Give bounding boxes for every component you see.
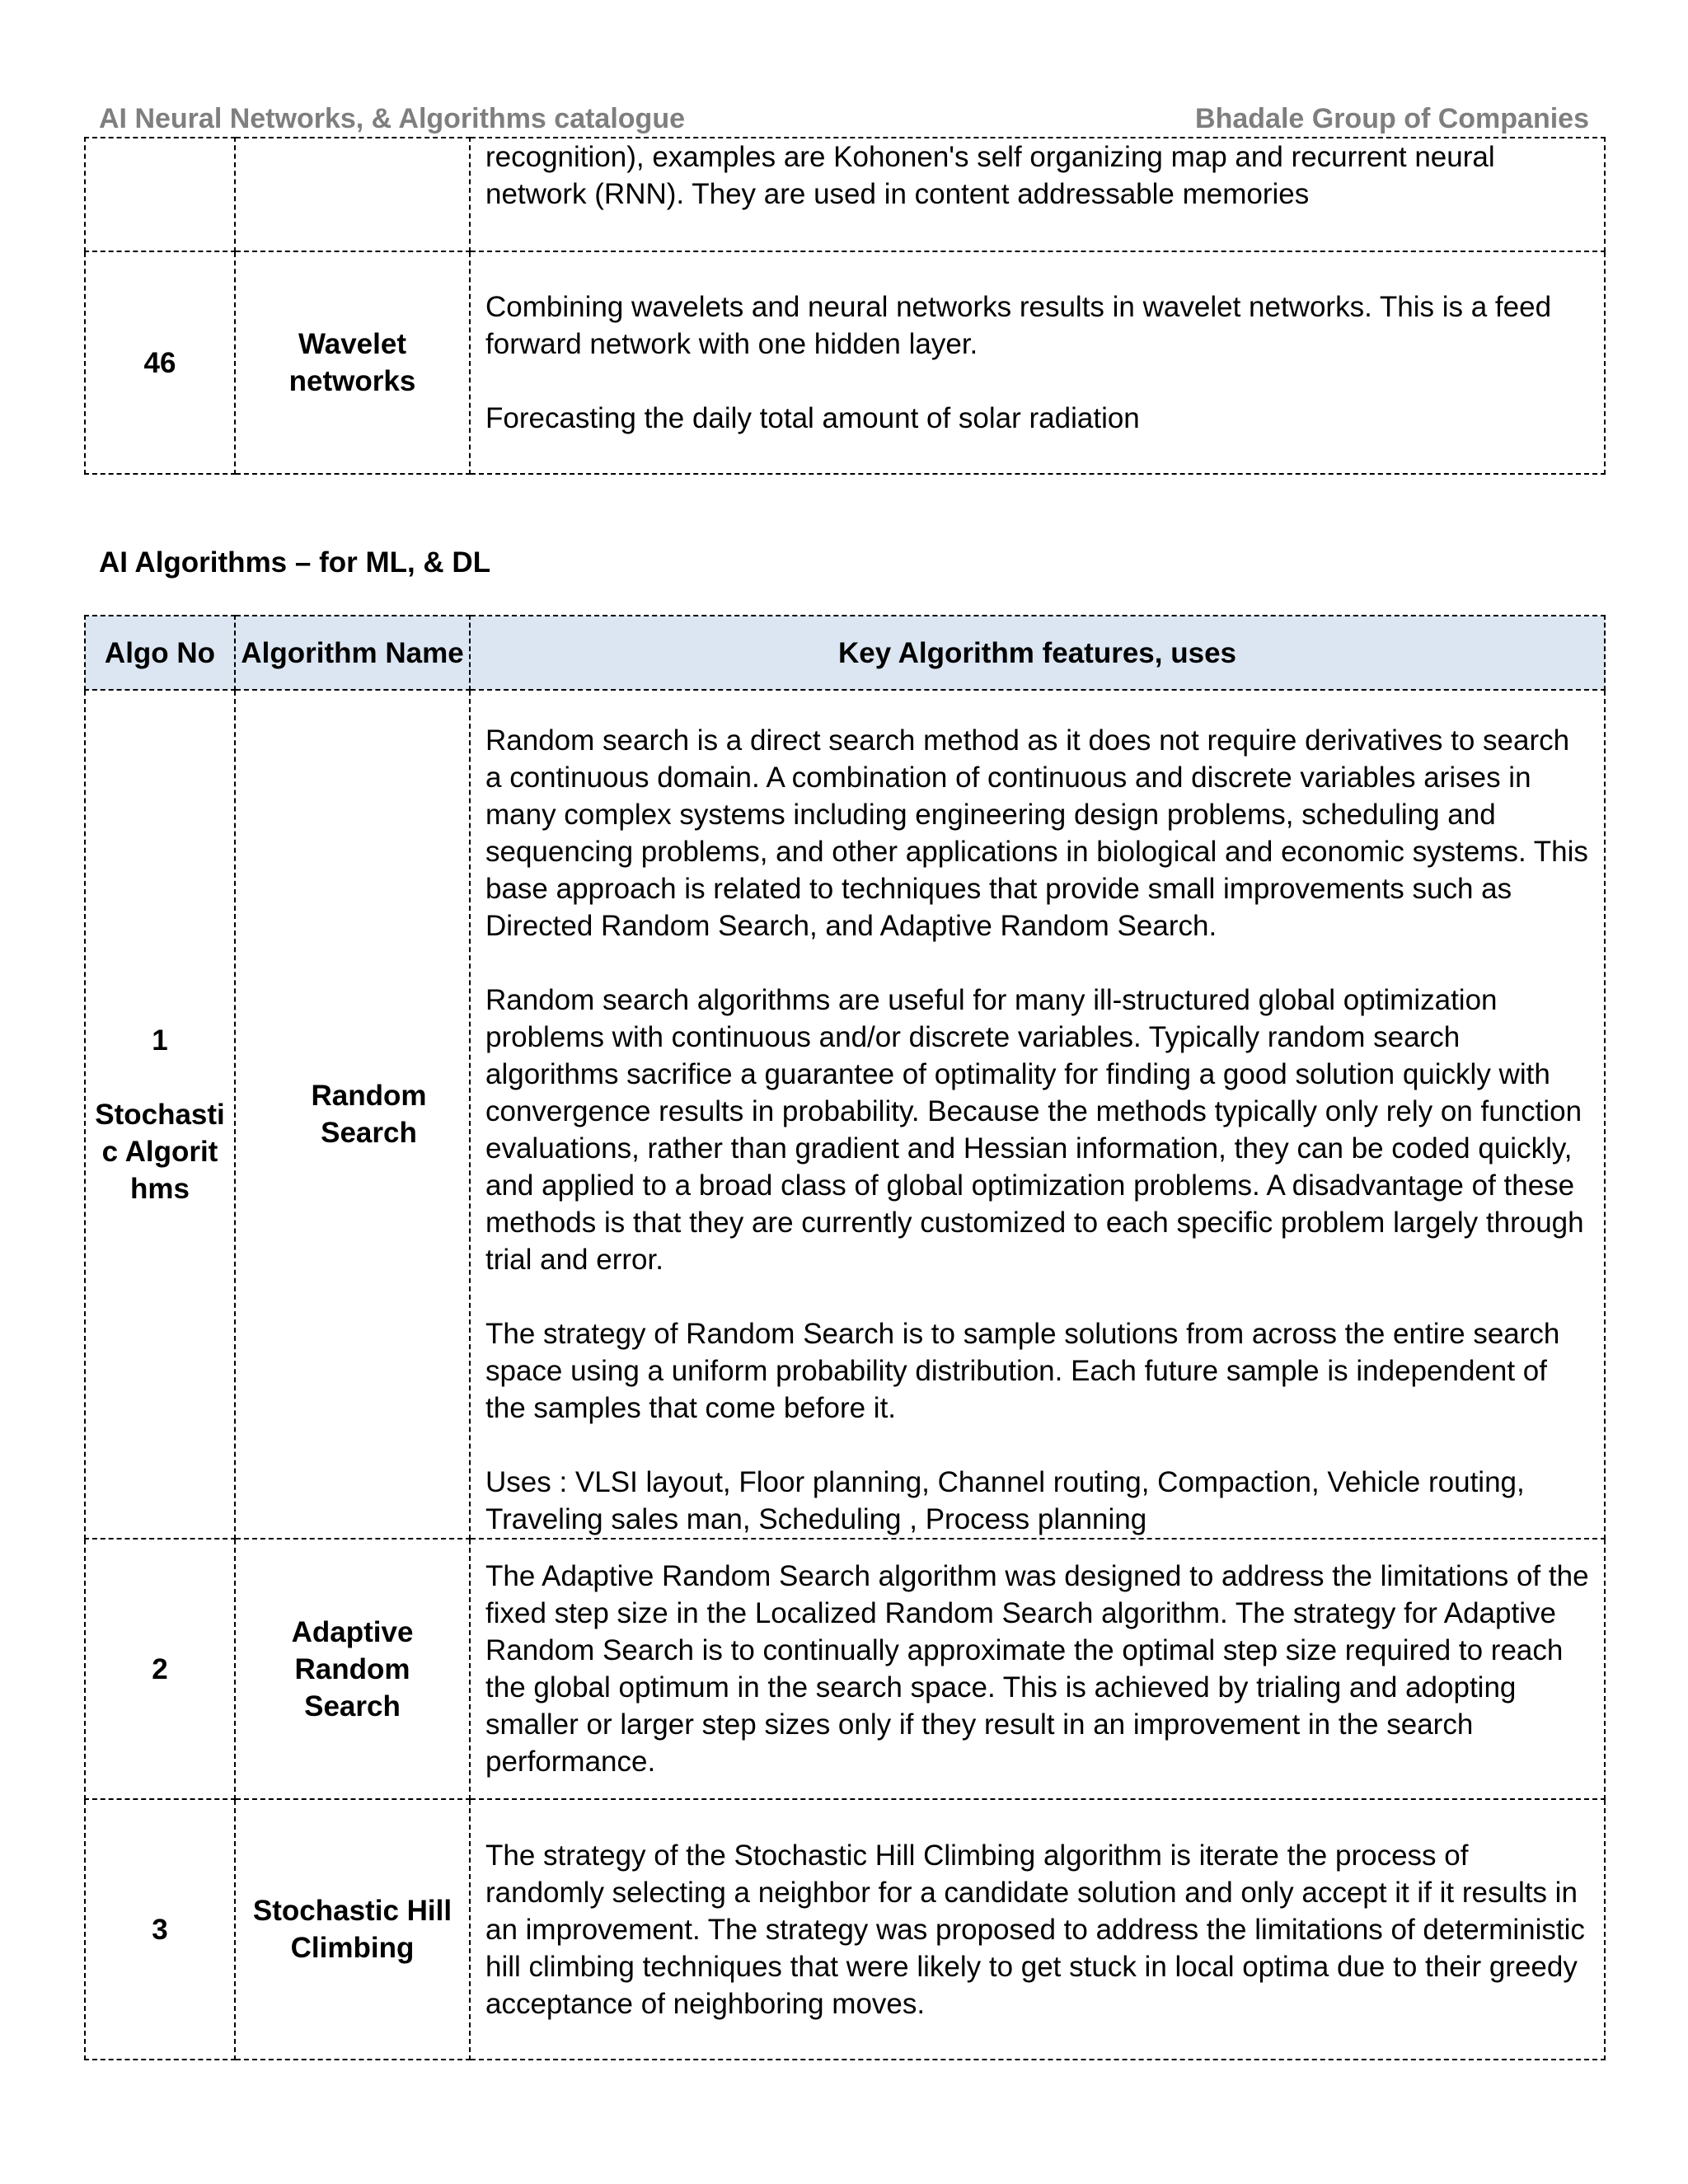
description-paragraph: Random search is a direct search method as it does not require derivatives to search a continuous domain. A combination of continuous and discrete variables arises in many complex systems including engineering design problems, scheduling and sequencing problems, and other applications in biological and economic systems. This base approach is related to techniques that provide small improvements such as Directed Random Search, and Adaptive Random Search. bbox=[485, 724, 1588, 942]
row-number-cell bbox=[85, 690, 235, 1539]
row-name-cell: Wavelet networks bbox=[235, 251, 470, 474]
algo-number: 1 bbox=[152, 1024, 168, 1057]
row-number-cell: 2 bbox=[85, 1539, 235, 1799]
page-header bbox=[99, 101, 1589, 137]
row-name-cell: Adaptive Random Search bbox=[235, 1539, 470, 1799]
row-number-cell: 3 bbox=[85, 1799, 235, 2060]
description-paragraph: The Adaptive Random Search algorithm was designed to address the limitations of the fixed step size in the Localized Random Search algorithm. The strategy for Adaptive Random Search is to continually approximate the optimal step size required to reach the global optimum in the search space. This is achieved by trialing and adopting smaller or larger step sizes only if they result in an improvement in the search performance. bbox=[485, 1560, 1589, 1778]
row-number-cell bbox=[85, 138, 235, 251]
table-row bbox=[85, 1539, 1605, 1799]
row-name-cell bbox=[235, 138, 470, 251]
description-paragraph: Forecasting the daily total amount of solar radiation bbox=[485, 402, 1140, 434]
description-paragraph: Random search algorithms are useful for many ill-structured global optimization problems with continuous and/or discrete variables. Typically random search algorithms sacrifice a guarantee of optimality for finding a good solution quickly with convergence results in probability. Because the methods typically only rely on function evaluations, rather than gradient and Hessian information, they can be coded quickly, and applied to a broad class of global optimization problems. A disadvantage of these methods is that they are currently customized to each specific problem largely through trial and error. bbox=[485, 984, 1584, 1276]
continuation-text: recognition), examples are Kohonen's self organizing map and recurrent neural network (RNN). They are used in content addressable memories bbox=[485, 141, 1495, 210]
neural-networks-table bbox=[84, 137, 1606, 475]
header-key-features: Key Algorithm features, uses bbox=[470, 616, 1605, 690]
section-title: AI Algorithms – for ML, & DL bbox=[99, 546, 491, 579]
description-paragraph: Uses : VLSI layout, Floor planning, Channel routing, Compaction, Vehicle routing, Traveling sales man, Scheduling , Process planning bbox=[485, 1466, 1525, 1535]
algo-category: Stochastic Algorithms bbox=[95, 1098, 225, 1205]
row-name-cell: Random Search bbox=[235, 690, 470, 1539]
company-name: Bhadale Group of Companies bbox=[1195, 102, 1589, 134]
row-description-cell bbox=[470, 251, 1605, 474]
description-paragraph: Combining wavelets and neural networks results in wavelet networks. This is a feed forward network with one hidden layer. bbox=[485, 291, 1552, 360]
table-row bbox=[85, 690, 1605, 1539]
row-number-cell: 46 bbox=[85, 251, 235, 474]
table-row bbox=[85, 1799, 1605, 2060]
table-header-row bbox=[85, 616, 1605, 690]
row-description-cell bbox=[470, 690, 1605, 1539]
header-algorithm-name: Algorithm Name bbox=[235, 616, 470, 690]
table-row bbox=[85, 251, 1605, 474]
table-row bbox=[85, 138, 1605, 251]
row-name-cell: Stochastic Hill Climbing bbox=[235, 1799, 470, 2060]
catalogue-title: AI Neural Networks, & Algorithms catalogue bbox=[99, 102, 685, 134]
algorithms-table bbox=[84, 615, 1606, 2060]
description-paragraph: The strategy of Random Search is to sample solutions from across the entire search space using a uniform probability distribution. Each future sample is independent of the samples that come before it. bbox=[485, 1318, 1560, 1424]
row-description-cell bbox=[470, 138, 1605, 251]
row-description-cell bbox=[470, 1799, 1605, 2060]
header-algo-no: Algo No bbox=[85, 616, 235, 690]
description-paragraph: The strategy of the Stochastic Hill Climbing algorithm is iterate the process of randomly selecting a neighbor for a candidate solution and only accept it if it results in an improvement. The strategy was proposed to address the limitations of deterministic hill climbing techniques that were likely to get stuck in local optima due to their greedy acceptance of neighboring moves. bbox=[485, 1839, 1585, 2020]
row-description-cell bbox=[470, 1539, 1605, 1799]
